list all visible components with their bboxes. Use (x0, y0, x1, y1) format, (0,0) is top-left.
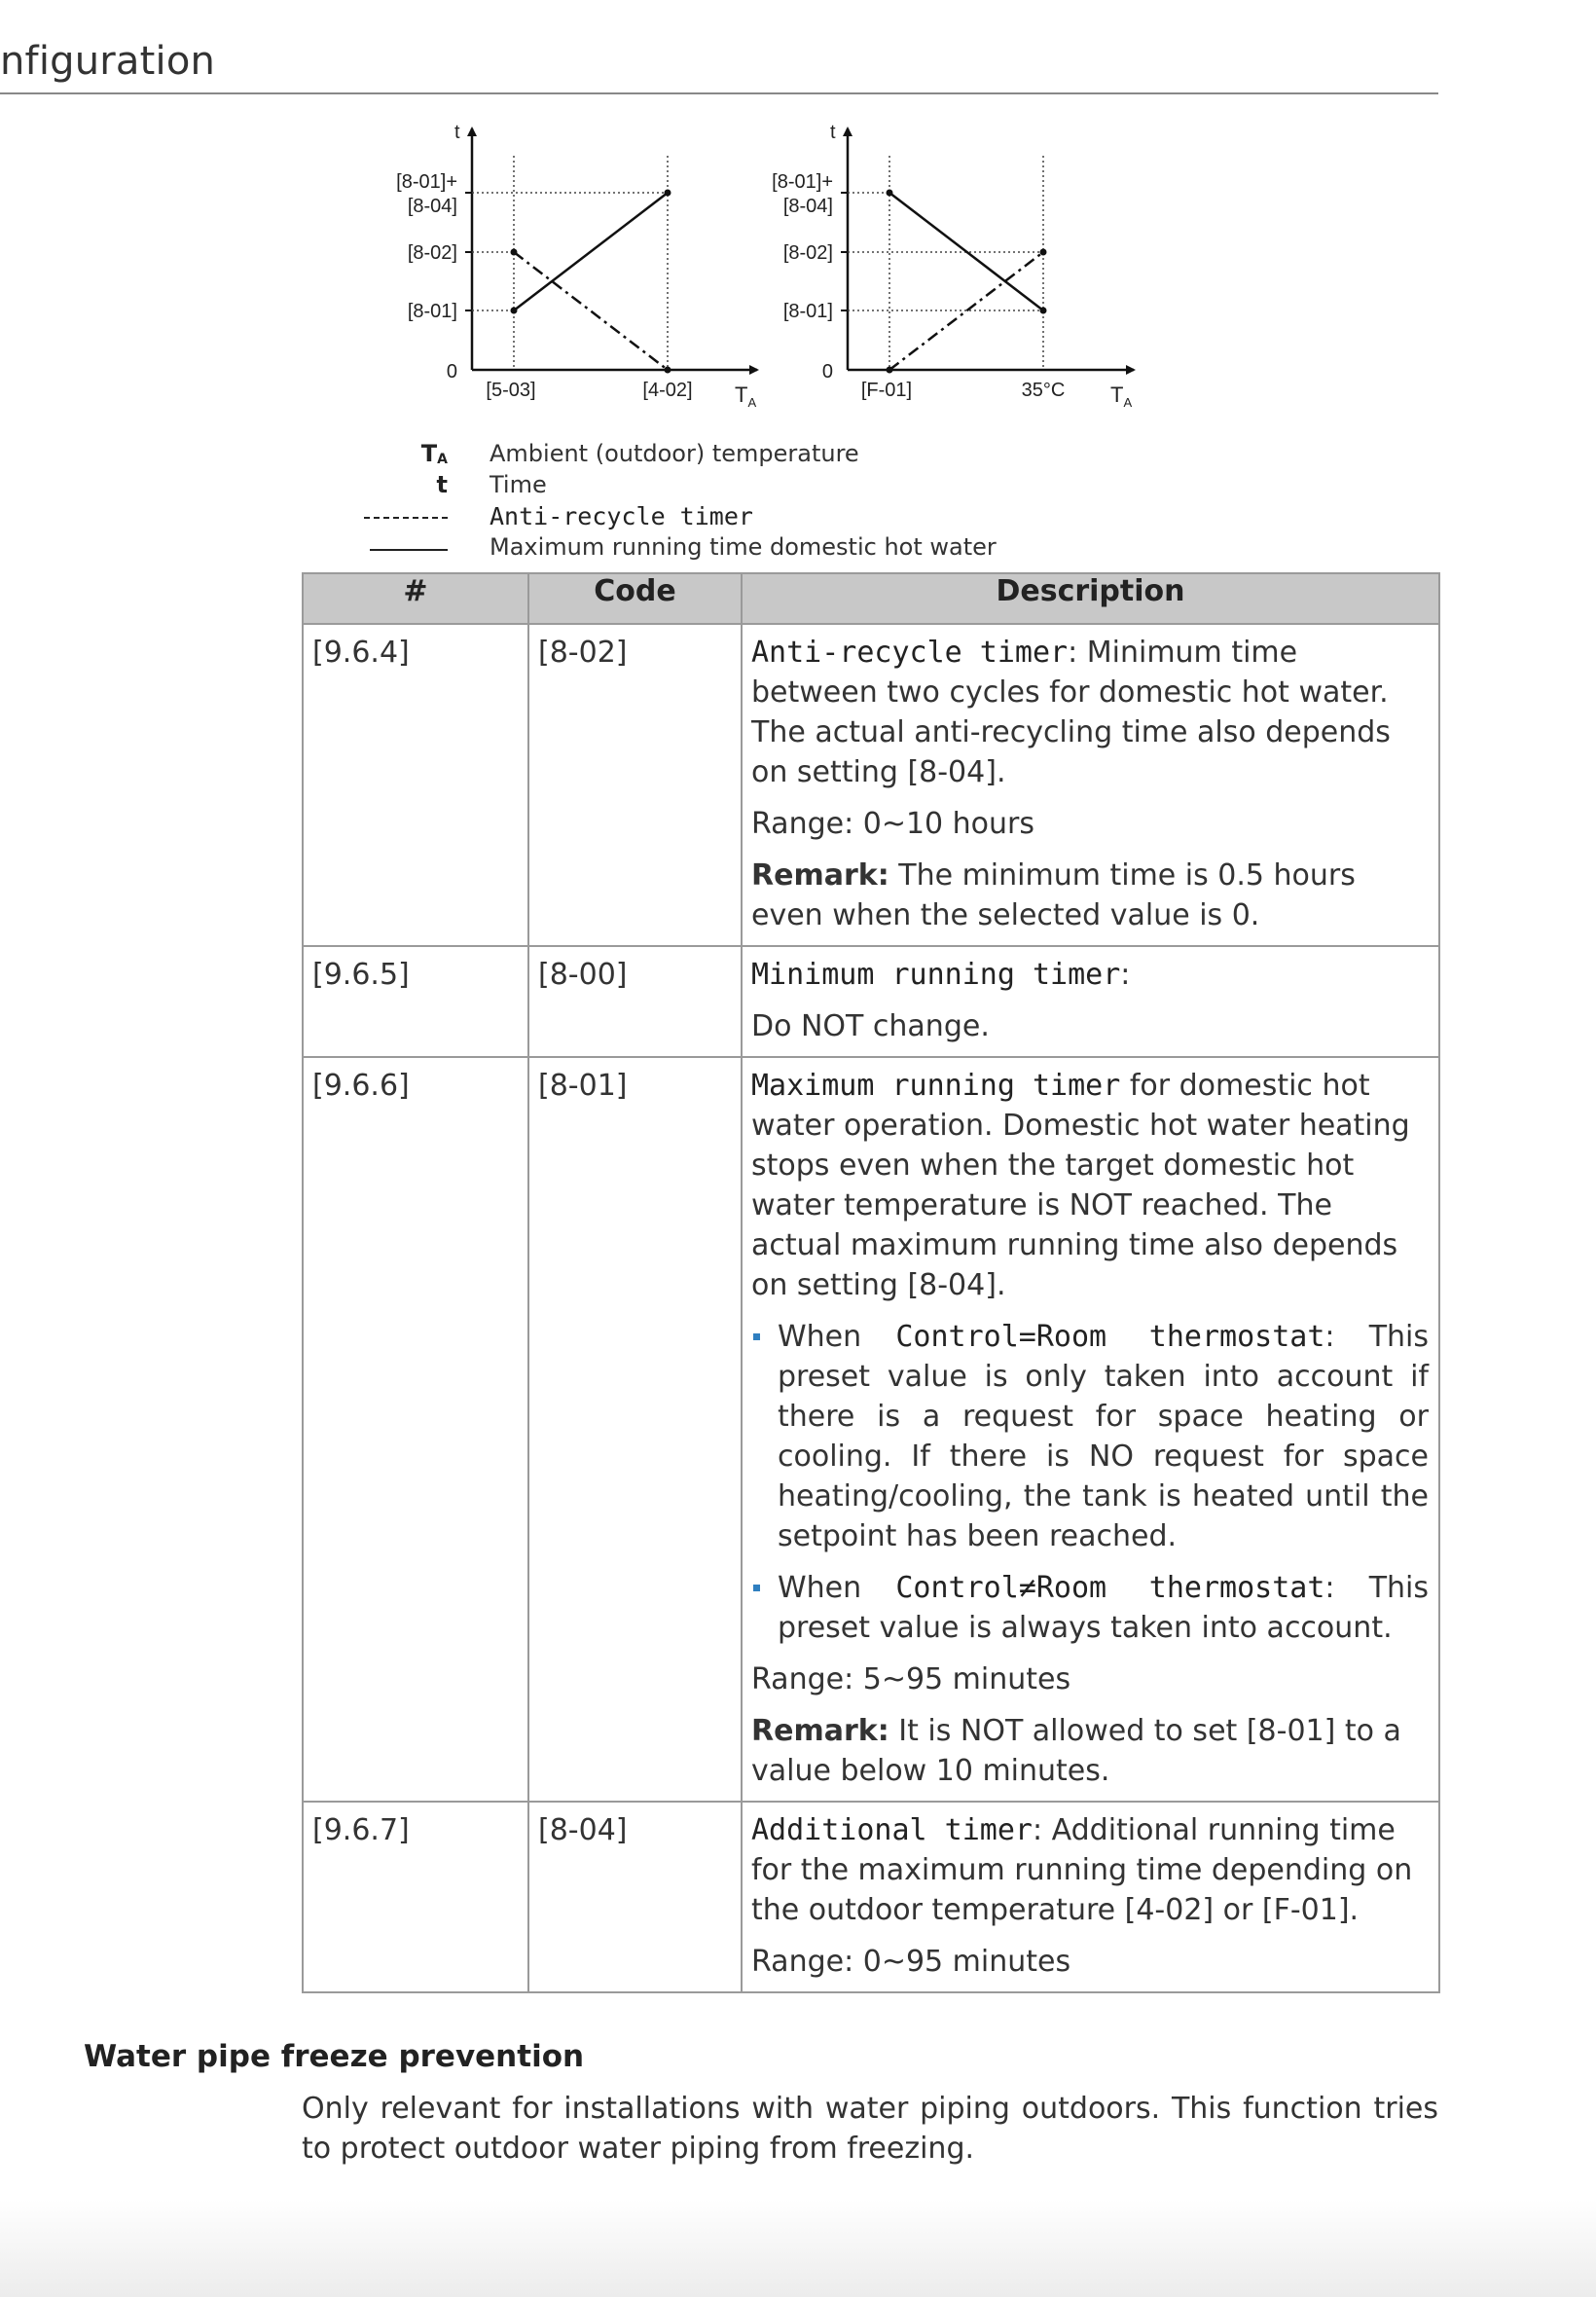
bullet-square-icon (753, 1333, 760, 1340)
settings-table (302, 572, 1440, 1993)
cell-description (742, 1802, 1439, 1992)
bullet-item: When Control=Room thermostat: This preset value is only taken into account if there is a request for space heating or cooling. If there is NO request for space heating/cooling, the tank is heated until the setpoint has been reached. (751, 1317, 1429, 1556)
legend-text-t: Time (490, 471, 547, 498)
remark (751, 856, 1429, 935)
legend-row-ta (360, 438, 1100, 469)
legend-row-solid (360, 531, 1100, 563)
bullet-square-icon (753, 1585, 760, 1591)
diagram-left (396, 122, 757, 410)
diagram-right (772, 122, 1134, 410)
setting-keyword: Anti-recycle timer (751, 636, 1069, 670)
cell-description (742, 1057, 1439, 1802)
bullet-item: When Control≠Room thermostat: This preset value is always taken into account. (751, 1568, 1429, 1648)
right-x-axis-label: $T_A$ (1110, 383, 1133, 410)
legend-row-dash (360, 500, 1100, 531)
table-row (303, 624, 1439, 946)
desc-paragraph (751, 955, 1429, 995)
desc-paragraph (751, 1810, 1429, 1930)
section-heading: Water pipe freeze prevention (84, 2039, 585, 2074)
page-header-title: nfiguration (0, 39, 216, 84)
page-bottom-shadow (0, 2200, 1596, 2297)
legend-symbol-ta: $T_A$ (420, 440, 448, 468)
right-ytick-top-label-1: [8-01]+ (772, 171, 833, 193)
legend-text-solid: Maximum running time domestic hot water (490, 533, 997, 561)
right-xtick-label-2: 35°C (1021, 380, 1066, 401)
right-point (1040, 308, 1047, 314)
cell-code: [8-00] (528, 946, 742, 1057)
header-num: # (303, 573, 528, 624)
setting-keyword: Maximum running timer (751, 1069, 1121, 1103)
cell-code: [8-01] (528, 1057, 742, 1802)
left-point (511, 249, 518, 256)
left-x-axis-label: $T_A$ (735, 383, 757, 410)
legend-row-t (360, 469, 1100, 500)
legend-text-ta: Ambient (outdoor) temperature (490, 440, 859, 467)
table-row (303, 946, 1439, 1057)
left-ytick-low-label: [8-01] (407, 301, 457, 322)
table-row (303, 1802, 1439, 1992)
cell-description (742, 624, 1439, 946)
setting-keyword: Control=Room thermostat (895, 1320, 1325, 1354)
left-point (665, 190, 671, 197)
remark-label: Remark: (751, 858, 889, 893)
desc-paragraph (751, 1066, 1429, 1305)
setting-keyword: Control≠Room thermostat (895, 1571, 1325, 1605)
right-ytick-top-label-2: [8-04] (782, 196, 833, 217)
section-body: Only relevant for installations with water piping outdoors. This function tries to protect outdoor water piping from freezing. (302, 2092, 1438, 2166)
setting-keyword: Minimum running timer (751, 958, 1121, 992)
right-point (887, 190, 893, 197)
range-text: Range: 0~10 hours (751, 807, 1035, 841)
right-ytick-zero-label: 0 (821, 361, 833, 383)
cell-code: [8-04] (528, 1802, 742, 1992)
diagram-legend (360, 438, 1100, 563)
range-text: Range: 5~95 minutes (751, 1662, 1071, 1696)
left-point (665, 367, 671, 374)
right-point (887, 367, 893, 374)
left-xtick-label-2: [4-02] (642, 380, 693, 401)
left-anti-recycle-line (514, 252, 668, 370)
cell-num: [9.6.4] (303, 624, 528, 946)
right-ytick-mid-label: [8-02] (782, 242, 833, 264)
left-ytick-mid-label: [8-02] (407, 242, 457, 264)
legend-solid-line (370, 549, 448, 551)
legend-text-dash: Anti-recycle timer (490, 502, 753, 530)
right-point (1040, 249, 1047, 256)
right-xtick-label-1: [F-01] (860, 380, 913, 401)
right-y-axis-label: t (830, 122, 836, 143)
note-text: Do NOT change. (751, 1009, 990, 1043)
remark-text: The minimum time is 0.5 hours even when the selected value is 0. (751, 858, 1356, 932)
cell-num: [9.6.5] (303, 946, 528, 1057)
table-header-row (303, 573, 1439, 624)
cell-num: [9.6.7] (303, 1802, 528, 1992)
header-rule (0, 92, 1438, 94)
header-code: Code (528, 573, 742, 624)
desc-text: for domestic hot water operation. Domestic hot water heating stops even when the target domestic hot water temperature is NOT reached. The actual maximum running time also depends on setting [8-04]. (751, 1069, 1410, 1302)
desc-text: : Additional running time for the maximum running time depending on the outdoor temperature [4-02] or [F-01]. (751, 1813, 1413, 1927)
left-ytick-top-label-1: [8-01]+ (396, 171, 457, 193)
cell-code: [8-02] (528, 624, 742, 946)
table-row (303, 1057, 1439, 1802)
left-ytick-zero-label: 0 (446, 361, 457, 383)
range-text: Range: 0~95 minutes (751, 1945, 1071, 1979)
bullet-list (751, 1317, 1429, 1648)
left-xtick-label-1: [5-03] (486, 380, 536, 401)
setting-keyword: Additional timer (751, 1813, 1033, 1847)
timer-diagrams (360, 117, 1158, 419)
header-description: Description (742, 573, 1439, 624)
left-y-axis-label: t (454, 122, 460, 143)
left-max-running-line (514, 193, 668, 310)
desc-text: : (1120, 958, 1131, 992)
remark (751, 1711, 1429, 1791)
cell-num: [9.6.6] (303, 1057, 528, 1802)
legend-symbol-t: t (436, 471, 448, 498)
cell-description (742, 946, 1439, 1057)
remark-label: Remark: (751, 1714, 889, 1748)
left-ytick-top-label-2: [8-04] (407, 196, 457, 217)
left-point (511, 308, 518, 314)
desc-text: : Minimum time between two cycles for domestic hot water. The actual anti-recycling time also depends on setting [8-04]. (751, 636, 1391, 789)
legend-dash-line (364, 517, 448, 519)
remark-text: It is NOT allowed to set [8-01] to a value below 10 minutes. (751, 1714, 1401, 1788)
right-ytick-low-label: [8-01] (782, 301, 833, 322)
desc-paragraph (751, 633, 1429, 792)
